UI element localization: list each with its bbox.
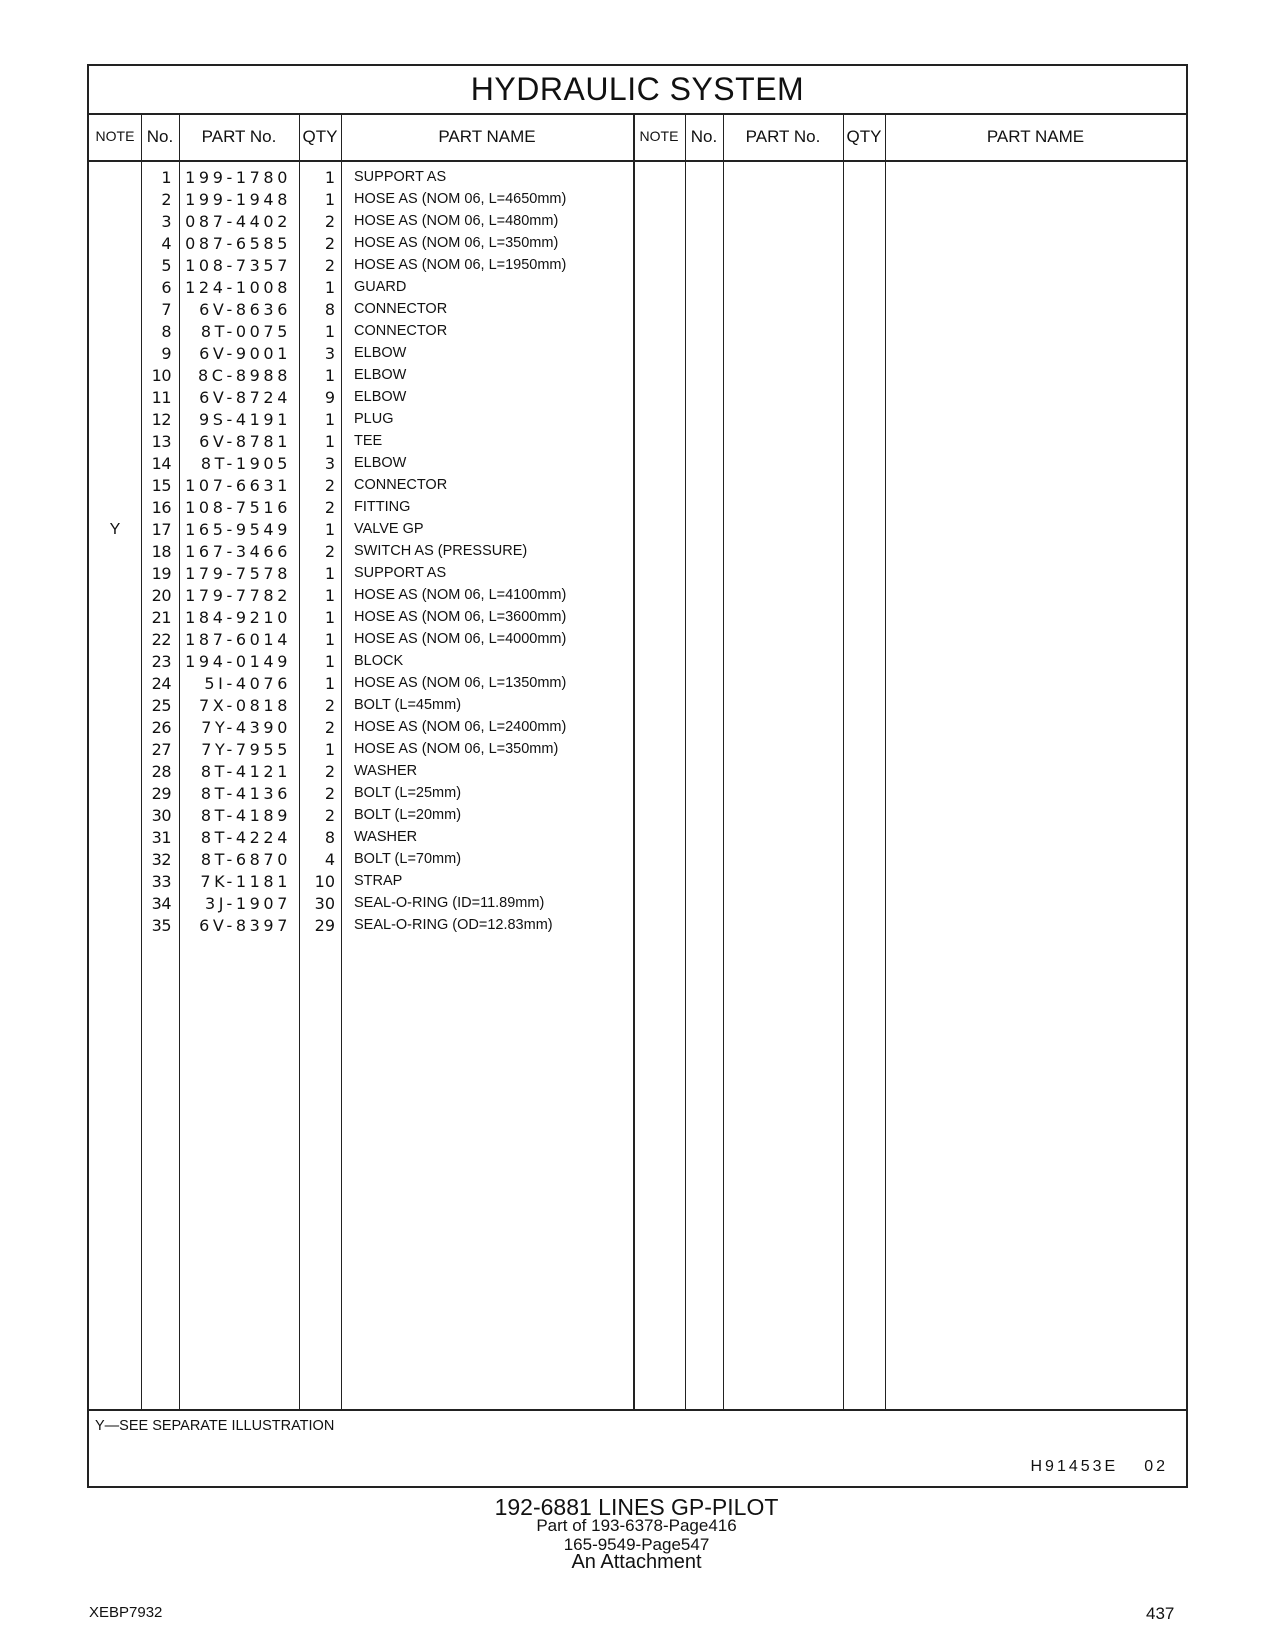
item-number-cell: 19: [151, 564, 171, 583]
quantity-cell: 1: [324, 366, 335, 385]
part-number-cell: 7K-1181: [200, 872, 291, 891]
header-part-no: PART No.: [201, 127, 277, 146]
item-number-cell: 35: [151, 916, 171, 935]
quantity-cell: 1: [324, 168, 335, 187]
part-name-cell: ELBOW: [354, 367, 407, 383]
part-number-cell: 087-4402: [185, 212, 291, 231]
quantity-cell: 2: [324, 234, 335, 253]
part-name-cell: SWITCH AS (PRESSURE): [354, 543, 528, 559]
part-name-cell: WASHER: [354, 763, 418, 779]
part-number-cell: 194-0149: [185, 652, 291, 671]
quantity-cell: 1: [324, 410, 335, 429]
part-number-cell: 8C-8988: [197, 366, 291, 385]
quantity-cell: 1: [324, 322, 335, 341]
document-id: XEBP7932: [89, 1604, 163, 1621]
part-number-cell: 6V-8781: [199, 432, 291, 451]
item-number-cell: 7: [161, 300, 171, 319]
caption-part-of: Part of 193-6378-Page416: [536, 1516, 737, 1535]
item-number-cell: 25: [151, 696, 171, 715]
quantity-cell: 2: [324, 212, 335, 231]
column-divider: [885, 113, 886, 1409]
part-number-cell: 8T-1905: [200, 454, 291, 473]
part-number-cell: 8T-4224: [200, 828, 291, 847]
footer-divider: [89, 1409, 1186, 1411]
item-number-cell: 9: [161, 344, 171, 363]
part-name-cell: HOSE AS (NOM 06, L=1350mm): [354, 675, 567, 691]
part-number-cell: 5I-4076: [204, 674, 291, 693]
part-name-cell: SEAL-O-RING (OD=12.83mm): [354, 917, 553, 933]
quantity-cell: 1: [324, 652, 335, 671]
part-number-cell: 7X-0818: [198, 696, 291, 715]
quantity-cell: 30: [314, 894, 335, 913]
part-name-cell: VALVE GP: [354, 521, 424, 537]
quantity-cell: 2: [324, 718, 335, 737]
part-name-cell: SEAL-O-RING (ID=11.89mm): [354, 895, 545, 911]
column-divider: [299, 113, 300, 1409]
caption-reference: 165-9549-Page547: [563, 1535, 710, 1554]
part-number-cell: 8T-0075: [200, 322, 291, 341]
item-number-cell: 23: [151, 652, 171, 671]
quantity-cell: 1: [324, 674, 335, 693]
part-name-cell: STRAP: [354, 873, 403, 889]
quantity-cell: 2: [324, 696, 335, 715]
part-name-cell: BOLT (L=70mm): [354, 851, 462, 867]
item-number-cell: 22: [151, 630, 171, 649]
item-number-cell: 27: [151, 740, 171, 759]
quantity-cell: 9: [324, 388, 335, 407]
item-number-cell: 2: [161, 190, 171, 209]
part-number-cell: 7Y-7955: [201, 740, 291, 759]
quantity-cell: 4: [324, 850, 335, 869]
quantity-cell: 1: [324, 432, 335, 451]
header-part-name: PART NAME: [438, 127, 536, 146]
item-number-cell: 5: [161, 256, 171, 275]
part-name-cell: CONNECTOR: [354, 323, 448, 339]
quantity-cell: 1: [324, 520, 335, 539]
column-divider: [685, 113, 686, 1409]
quantity-cell: 1: [324, 586, 335, 605]
part-name-cell: BOLT (L=45mm): [354, 697, 462, 713]
part-name-cell: ELBOW: [354, 455, 407, 471]
note-cell: Y: [109, 521, 121, 538]
caption-attachment: An Attachment: [571, 1551, 702, 1573]
quantity-cell: 3: [324, 454, 335, 473]
quantity-cell: 2: [324, 498, 335, 517]
part-name-cell: HOSE AS (NOM 06, L=4000mm): [354, 631, 567, 647]
part-name-cell: PLUG: [354, 411, 394, 427]
header-no-right: No.: [690, 127, 718, 146]
part-number-cell: 9S-4191: [198, 410, 291, 429]
part-number-cell: 6V-8636: [199, 300, 291, 319]
part-number-cell: 6V-8397: [199, 916, 291, 935]
part-name-cell: SUPPORT AS: [354, 565, 447, 581]
part-number-cell: 165-9549: [185, 520, 291, 539]
quantity-cell: 3: [324, 344, 335, 363]
header-part-name-right: PART NAME: [986, 127, 1085, 146]
part-name-cell: ELBOW: [354, 345, 407, 361]
item-number-cell: 30: [151, 806, 171, 825]
header-no: No.: [146, 127, 174, 146]
item-number-cell: 10: [151, 366, 171, 385]
part-number-cell: 199-1780: [185, 168, 291, 187]
section-title: HYDRAULIC SYSTEM: [89, 66, 1186, 115]
part-number-cell: 7Y-4390: [201, 718, 291, 737]
part-name-cell: SUPPORT AS: [354, 169, 447, 185]
item-number-cell: 11: [151, 388, 171, 407]
part-number-cell: 184-9210: [185, 608, 291, 627]
quantity-cell: 8: [324, 300, 335, 319]
part-name-cell: CONNECTOR: [354, 301, 448, 317]
quantity-cell: 2: [324, 256, 335, 275]
item-number-cell: 15: [151, 476, 171, 495]
quantity-cell: 1: [324, 608, 335, 627]
item-number-cell: 4: [161, 234, 171, 253]
part-name-cell: HOSE AS (NOM 06, L=480mm): [354, 213, 559, 229]
header-qty-right: QTY: [846, 127, 882, 146]
header-note-right: NOTE: [639, 128, 679, 144]
part-name-cell: HOSE AS (NOM 06, L=1950mm): [354, 257, 567, 273]
quantity-cell: 10: [314, 872, 335, 891]
part-name-cell: HOSE AS (NOM 06, L=4650mm): [354, 191, 567, 207]
item-number-cell: 8: [161, 322, 171, 341]
item-number-cell: 21: [151, 608, 171, 627]
header-qty: QTY: [302, 127, 338, 146]
part-name-cell: GUARD: [354, 279, 407, 295]
footnote: Y—SEE SEPARATE ILLUSTRATION: [95, 1418, 335, 1434]
part-name-cell: HOSE AS (NOM 06, L=350mm): [354, 235, 559, 251]
quantity-cell: 2: [324, 784, 335, 803]
quantity-cell: 1: [324, 564, 335, 583]
item-number-cell: 28: [151, 762, 171, 781]
item-number-cell: 29: [151, 784, 171, 803]
part-number-cell: 6V-9001: [199, 344, 291, 363]
part-number-cell: 199-1948: [185, 190, 291, 209]
item-number-cell: 33: [151, 872, 171, 891]
quantity-cell: 1: [324, 740, 335, 759]
part-name-cell: CONNECTOR: [354, 477, 448, 493]
quantity-cell: 2: [324, 762, 335, 781]
part-number-cell: 167-3466: [185, 542, 291, 561]
caption-group-title: 192-6881 LINES GP-PILOT: [494, 1494, 779, 1520]
part-name-cell: WASHER: [354, 829, 418, 845]
item-number-cell: 16: [151, 498, 171, 517]
column-divider: [179, 113, 180, 1409]
part-name-cell: HOSE AS (NOM 06, L=350mm): [354, 741, 559, 757]
part-number-cell: 087-6585: [185, 234, 291, 253]
item-number-cell: 18: [151, 542, 171, 561]
item-number-cell: 26: [151, 718, 171, 737]
part-name-cell: HOSE AS (NOM 06, L=3600mm): [354, 609, 567, 625]
part-number-cell: 6V-8724: [199, 388, 291, 407]
part-name-cell: BOLT (L=20mm): [354, 807, 462, 823]
parts-list-frame: [87, 64, 1188, 1488]
item-number-cell: 13: [151, 432, 171, 451]
part-number-cell: 8T-4136: [200, 784, 291, 803]
part-number-cell: 187-6014: [185, 630, 291, 649]
part-number-cell: 124-1008: [185, 278, 291, 297]
item-number-cell: 17: [151, 520, 171, 539]
quantity-cell: 1: [324, 190, 335, 209]
part-name-cell: FITTING: [354, 499, 411, 515]
quantity-cell: 2: [324, 806, 335, 825]
item-number-cell: 1: [161, 168, 171, 187]
item-number-cell: 31: [151, 828, 171, 847]
part-number-cell: 108-7516: [185, 498, 291, 517]
drawing-code: [1030, 1458, 1168, 1476]
item-number-cell: 32: [151, 850, 171, 869]
part-number-cell: 179-7578: [185, 564, 291, 583]
item-number-cell: 12: [151, 410, 171, 429]
part-number-cell: 107-6631: [185, 476, 291, 495]
header-part-no-right: PART No.: [745, 127, 821, 146]
part-name-cell: BOLT (L=25mm): [354, 785, 462, 801]
part-number-cell: 8T-4189: [200, 806, 291, 825]
quantity-cell: 1: [324, 278, 335, 297]
item-number-cell: 34: [151, 894, 171, 913]
quantity-cell: 2: [324, 476, 335, 495]
part-name-cell: BLOCK: [354, 653, 404, 669]
quantity-cell: 29: [314, 916, 335, 935]
item-number-cell: 14: [151, 454, 171, 473]
quantity-cell: 1: [324, 630, 335, 649]
part-name-cell: TEE: [354, 433, 383, 449]
part-number-cell: 108-7357: [185, 256, 291, 275]
drawing-revision: 02: [1144, 1458, 1168, 1475]
item-number-cell: 3: [161, 212, 171, 231]
page-number: 437: [1146, 1604, 1175, 1623]
column-divider: [723, 113, 724, 1409]
item-number-cell: 6: [161, 278, 171, 297]
quantity-cell: 8: [324, 828, 335, 847]
part-number-cell: 3J-1907: [204, 894, 291, 913]
part-name-cell: HOSE AS (NOM 06, L=4100mm): [354, 587, 567, 603]
header-note: NOTE: [95, 128, 135, 144]
table-header: [89, 113, 1186, 162]
drawing-number: H91453E: [1030, 1458, 1119, 1475]
item-number-cell: 20: [151, 586, 171, 605]
part-number-cell: 179-7782: [185, 586, 291, 605]
quantity-cell: 2: [324, 542, 335, 561]
column-divider: [843, 113, 844, 1409]
part-number-cell: 8T-4121: [200, 762, 291, 781]
part-name-cell: HOSE AS (NOM 06, L=2400mm): [354, 719, 567, 735]
part-number-cell: 8T-6870: [200, 850, 291, 869]
part-name-cell: ELBOW: [354, 389, 407, 405]
item-number-cell: 24: [151, 674, 171, 693]
column-divider: [341, 113, 342, 1409]
